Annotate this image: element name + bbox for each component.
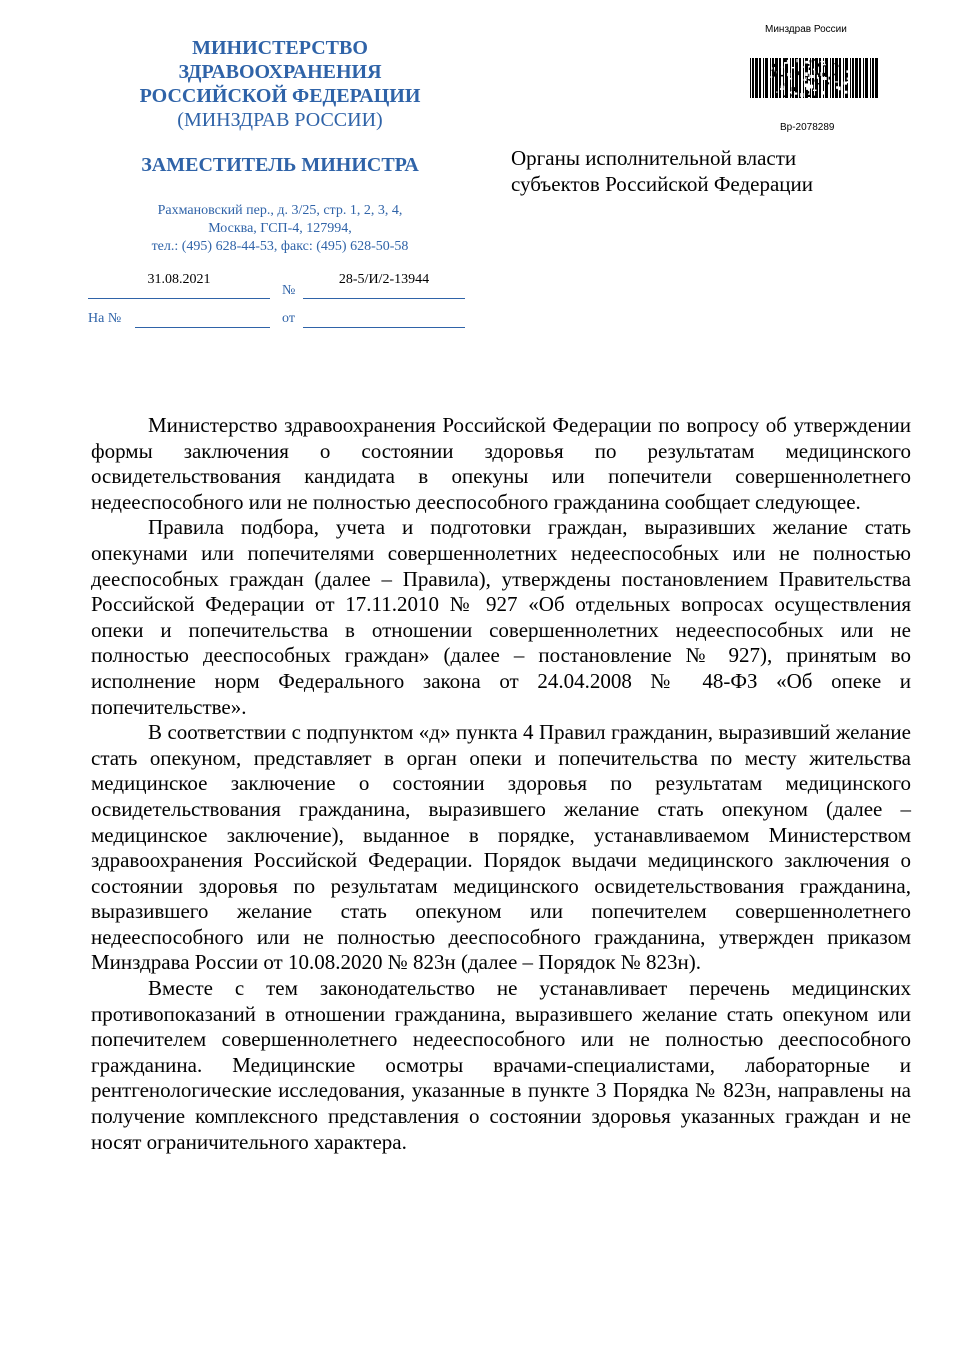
sender-position: ЗАМЕСТИТЕЛЬ МИНИСТРА bbox=[141, 154, 419, 176]
barcode-image bbox=[750, 58, 878, 98]
body-paragraph: Министерство здравоохранения Российской Федерации по вопросу об утверждении формы заключения о состоянии здоровья по результатам медицинского освидетельствования кандидата в опекуны или попечители совершеннолетнего недееспособного или не полностью дееспособного гражданина сообщает следующее. bbox=[91, 413, 911, 514]
letterhead-organization bbox=[78, 36, 482, 132]
sender-address bbox=[78, 202, 482, 256]
letter-body bbox=[91, 413, 911, 1155]
address-contacts: тел.: (495) 628-44-53, факс: (495) 628-50-58 bbox=[151, 239, 409, 254]
stamp-ministry: Минздрав России bbox=[765, 24, 847, 35]
org-name-line2: ЗДРАВООХРАНЕНИЯ bbox=[178, 61, 382, 83]
number-underline bbox=[303, 298, 465, 299]
recipient-block bbox=[511, 145, 813, 197]
org-abbreviation: (МИНЗДРАВ РОССИИ) bbox=[177, 109, 383, 131]
recipient-line: субъектов Российской Федерации bbox=[511, 172, 814, 196]
body-paragraph: В соответствии с подпунктом «д» пункта 4 Правил гражданин, выразивший желание стать опекуном, представляет в орган опеки и попечительства по месту жительства медицинское заключение о состоянии здоровья по результатам медицинского освидетельствования гражданина, выразившего желание стать опекуном (далее – медицинское заключение), выданное в порядке, устанавливаемом Министерством здравоохранения Российской Федерации. Порядок выдачи медицинского заключения о состоянии здоровья по результатам медицинского освидетельствования гражданина, выразившего желание стать опекуном или попечителем совершеннолетнего недееспособного или не полностью дееспособного гражданина, утвержден приказом Минздрава России от 10.08.2020 № 823н (далее – Порядок № 823н). bbox=[91, 720, 911, 975]
body-paragraph: Правила подбора, учета и подготовки граждан, выразивших желание стать опекунами или попечителями совершеннолетних недееспособных или не полностью дееспособных граждан (далее – Правила), утверждены постановлением Правительства Российской Федерации от 17.11.2010 № 927 «Об отдельных вопросах осуществления опеки и попечительства в отношении совершеннолетних недееспособных или не полностью дееспособных граждан» (далее – постановление № 927), принятым во исполнение норм Федерального закона от 24.04.2008 № 48-ФЗ «Об опеке и попечительстве». bbox=[91, 515, 911, 719]
org-name-line1: МИНИСТЕРСТВО bbox=[192, 37, 368, 59]
reply-to-label: На № bbox=[88, 311, 122, 326]
letter-date: 31.08.2021 bbox=[147, 272, 211, 287]
reply-number-underline bbox=[135, 327, 270, 328]
date-underline bbox=[88, 298, 270, 299]
recipient-line: Органы исполнительной власти bbox=[511, 146, 797, 170]
reply-from-label: от bbox=[282, 311, 295, 326]
reply-date-underline bbox=[303, 327, 465, 328]
org-name-line3: РОССИЙСКОЙ ФЕДЕРАЦИИ bbox=[139, 85, 421, 107]
address-line: Москва, ГСП-4, 127994, bbox=[208, 221, 352, 236]
stamp-registration-number: Вр-2078289 bbox=[780, 122, 835, 133]
letter-number: 28-5/И/2-13944 bbox=[338, 272, 430, 287]
body-paragraph: Вместе с тем законодательство не устанавливает перечень медицинских противопоказаний в отношении гражданина, выразившего желание стать опекуном или попечителем совершеннолетнего недееспособного или не полностью дееспособного гражданина. Медицинские осмотры врачами-специалистами, лабораторные и рентгенологические исследования, указанные в пункте 3 Порядка № 823н, направлены на получение комплексного представления о состоянии здоровья указанных граждан и не носят ограничительного характера. bbox=[91, 976, 911, 1154]
address-line: Рахмановский пер., д. 3/25, стр. 1, 2, 3, 4, bbox=[157, 203, 403, 218]
number-label: № bbox=[282, 283, 296, 298]
